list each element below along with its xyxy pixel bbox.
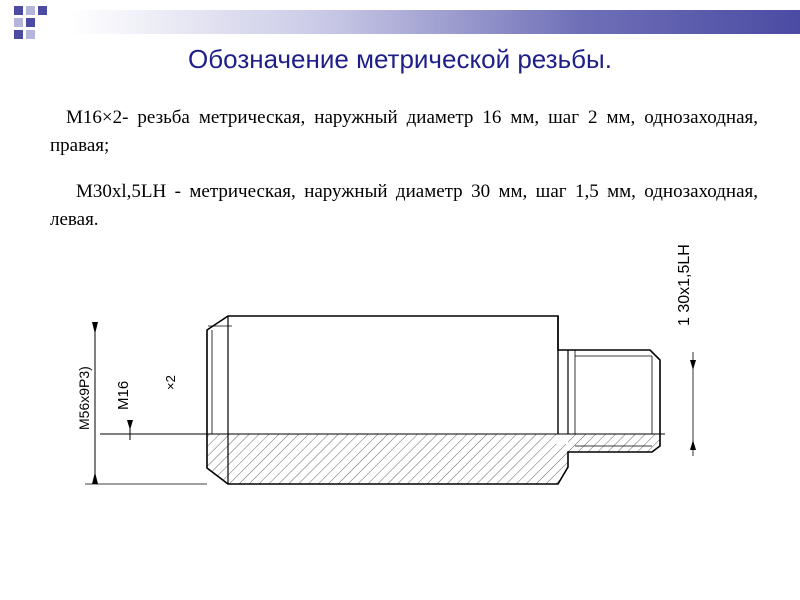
slide-title: Обозначение метрической резьбы. [188, 44, 612, 74]
paragraph-m16: M16×2- резьба метрическая, наружный диаметр 16 мм, шаг 2 мм, однозаходная, правая; [50, 107, 758, 156]
label-outer-dim: M56x9P3) [76, 366, 92, 430]
arrow-head [690, 440, 696, 450]
label-pitch: ×2 [163, 375, 178, 390]
label-right-dim: 1 30x1,5LH [676, 244, 693, 326]
paragraph-m30: M30xl,5LH - метрическая, наружный диаметр 30 мм, шаг 1,5 мм, однозаходная, левая. [50, 181, 758, 230]
arrow-head [127, 420, 133, 430]
hatched-section [207, 434, 660, 484]
arrow-head [92, 322, 98, 334]
arrow-head [690, 360, 696, 370]
arrow-head [92, 472, 98, 484]
label-m16: M16 [115, 380, 132, 410]
